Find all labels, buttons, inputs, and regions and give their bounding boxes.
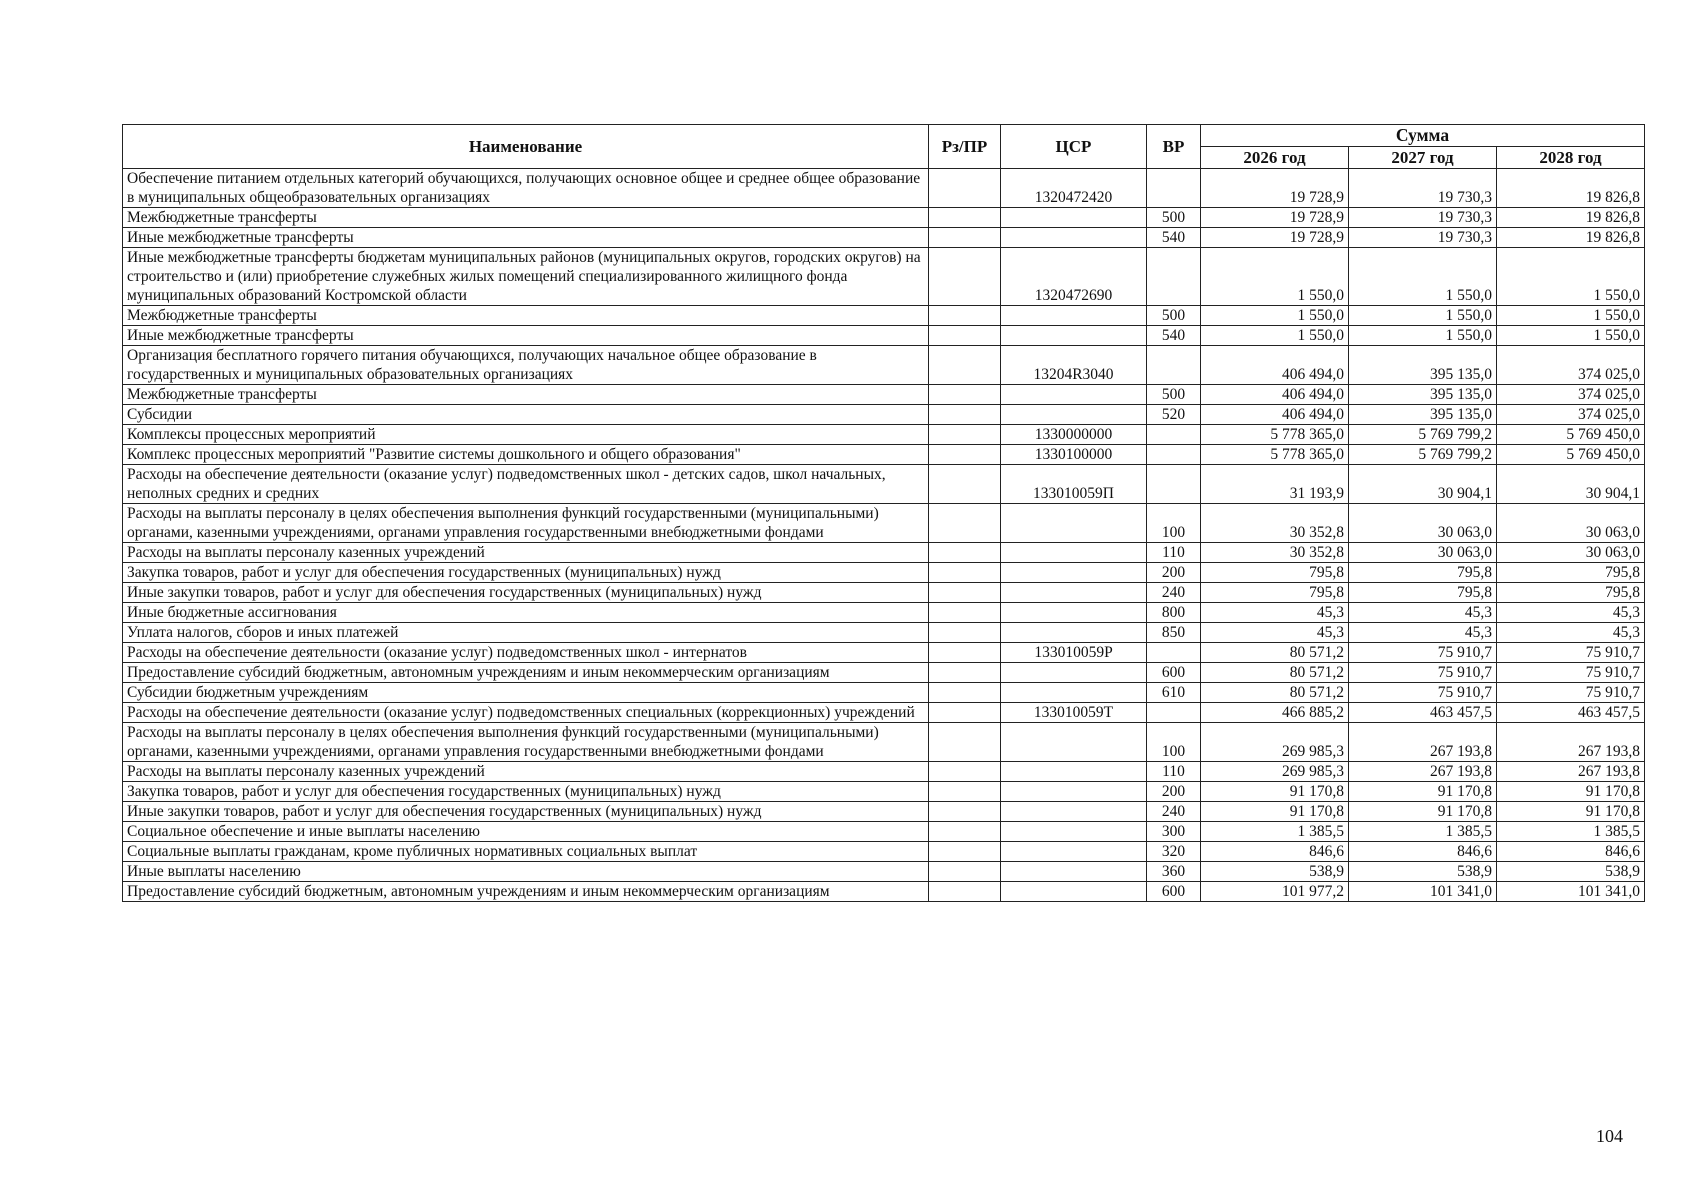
row-vr-cell: 200 (1147, 563, 1201, 583)
row-2026-amount: 406 494,0 (1201, 405, 1349, 425)
row-name-cell: Субсидии бюджетным учреждениям (123, 683, 929, 703)
row-rz-pr-cell (929, 762, 1001, 782)
row-2027-amount: 75 910,7 (1349, 663, 1497, 683)
row-2027-amount: 91 170,8 (1349, 802, 1497, 822)
row-2026-amount: 91 170,8 (1201, 782, 1349, 802)
row-2026-amount: 846,6 (1201, 842, 1349, 862)
row-csr-cell (1001, 306, 1147, 326)
row-2028-amount: 5 769 450,0 (1497, 445, 1645, 465)
table-row (123, 248, 1645, 306)
row-2028-amount: 267 193,8 (1497, 723, 1645, 762)
row-csr-cell: 1330000000 (1001, 425, 1147, 445)
row-2028-amount: 19 826,8 (1497, 208, 1645, 228)
row-2027-amount: 19 730,3 (1349, 228, 1497, 248)
row-2028-amount: 463 457,5 (1497, 703, 1645, 723)
header-csr: ЦСР (1001, 125, 1147, 169)
row-rz-pr-cell (929, 445, 1001, 465)
row-2027-amount: 19 730,3 (1349, 169, 1497, 208)
table-row (123, 882, 1645, 902)
row-2027-amount: 538,9 (1349, 862, 1497, 882)
row-2027-amount: 1 550,0 (1349, 326, 1497, 346)
row-rz-pr-cell (929, 228, 1001, 248)
row-vr-cell (1147, 425, 1201, 445)
row-name-cell: Иные бюджетные ассигнования (123, 603, 929, 623)
row-2026-amount: 1 550,0 (1201, 248, 1349, 306)
table-row (123, 723, 1645, 762)
row-rz-pr-cell (929, 326, 1001, 346)
row-2027-amount: 267 193,8 (1349, 762, 1497, 782)
row-vr-cell: 500 (1147, 385, 1201, 405)
row-name-cell: Иные межбюджетные трансферты (123, 326, 929, 346)
table-row (123, 782, 1645, 802)
row-2026-amount: 31 193,9 (1201, 465, 1349, 504)
row-2026-amount: 406 494,0 (1201, 346, 1349, 385)
table-row (123, 603, 1645, 623)
row-name-cell: Расходы на выплаты персоналу в целях обеспечения выполнения функций государственными (муниципальными) органами, казенными учреждениями, органами управления государственными внебюджетными фондами (123, 504, 929, 543)
row-2027-amount: 19 730,3 (1349, 208, 1497, 228)
row-vr-cell: 110 (1147, 762, 1201, 782)
row-2028-amount: 101 341,0 (1497, 882, 1645, 902)
header-name: Наименование (123, 125, 929, 169)
row-2027-amount: 45,3 (1349, 603, 1497, 623)
row-csr-cell (1001, 623, 1147, 643)
row-rz-pr-cell (929, 862, 1001, 882)
row-rz-pr-cell (929, 643, 1001, 663)
row-2028-amount: 846,6 (1497, 842, 1645, 862)
header-year-2027: 2027 год (1349, 147, 1497, 169)
table-row (123, 643, 1645, 663)
row-vr-cell (1147, 169, 1201, 208)
row-2027-amount: 1 550,0 (1349, 248, 1497, 306)
table-row (123, 563, 1645, 583)
row-2027-amount: 5 769 799,2 (1349, 445, 1497, 465)
row-csr-cell (1001, 683, 1147, 703)
row-2026-amount: 19 728,9 (1201, 228, 1349, 248)
row-2027-amount: 846,6 (1349, 842, 1497, 862)
row-2027-amount: 30 063,0 (1349, 504, 1497, 543)
row-2027-amount: 91 170,8 (1349, 782, 1497, 802)
row-rz-pr-cell (929, 543, 1001, 563)
table-row (123, 623, 1645, 643)
row-csr-cell (1001, 405, 1147, 425)
row-rz-pr-cell (929, 623, 1001, 643)
row-name-cell: Социальное обеспечение и иные выплаты населению (123, 822, 929, 842)
row-rz-pr-cell (929, 603, 1001, 623)
row-csr-cell (1001, 862, 1147, 882)
row-csr-cell (1001, 663, 1147, 683)
row-2028-amount: 267 193,8 (1497, 762, 1645, 782)
table-row (123, 822, 1645, 842)
row-name-cell: Социальные выплаты гражданам, кроме публичных нормативных социальных выплат (123, 842, 929, 862)
row-rz-pr-cell (929, 425, 1001, 445)
row-2026-amount: 795,8 (1201, 583, 1349, 603)
row-name-cell: Расходы на выплаты персоналу казенных учреждений (123, 762, 929, 782)
header-vr: ВР (1147, 125, 1201, 169)
row-2028-amount: 795,8 (1497, 583, 1645, 603)
row-2026-amount: 91 170,8 (1201, 802, 1349, 822)
row-rz-pr-cell (929, 248, 1001, 306)
row-rz-pr-cell (929, 663, 1001, 683)
row-2027-amount: 795,8 (1349, 563, 1497, 583)
row-name-cell: Обеспечение питанием отдельных категорий обучающихся, получающих основное общее и среднее общее образование в муниципальных общеобразовательных организациях (123, 169, 929, 208)
row-vr-cell: 360 (1147, 862, 1201, 882)
row-csr-cell (1001, 385, 1147, 405)
row-2028-amount: 45,3 (1497, 623, 1645, 643)
row-vr-cell (1147, 445, 1201, 465)
row-vr-cell: 600 (1147, 882, 1201, 902)
row-name-cell: Расходы на выплаты персоналу в целях обеспечения выполнения функций государственными (муниципальными) органами, казенными учреждениями, органами управления государственными внебюджетными фондами (123, 723, 929, 762)
table-row (123, 663, 1645, 683)
table-row (123, 326, 1645, 346)
row-vr-cell: 300 (1147, 822, 1201, 842)
row-csr-cell: 133010059Р (1001, 643, 1147, 663)
row-2028-amount: 374 025,0 (1497, 346, 1645, 385)
row-csr-cell: 13204R3040 (1001, 346, 1147, 385)
row-2026-amount: 269 985,3 (1201, 762, 1349, 782)
row-rz-pr-cell (929, 465, 1001, 504)
table-body (123, 169, 1645, 902)
table-row (123, 762, 1645, 782)
row-2027-amount: 5 769 799,2 (1349, 425, 1497, 445)
row-rz-pr-cell (929, 822, 1001, 842)
row-2026-amount: 80 571,2 (1201, 663, 1349, 683)
row-2028-amount: 30 063,0 (1497, 504, 1645, 543)
row-name-cell: Иные выплаты населению (123, 862, 929, 882)
row-2028-amount: 45,3 (1497, 603, 1645, 623)
row-2028-amount: 1 550,0 (1497, 248, 1645, 306)
table-row (123, 583, 1645, 603)
row-vr-cell: 100 (1147, 723, 1201, 762)
row-rz-pr-cell (929, 169, 1001, 208)
row-2028-amount: 75 910,7 (1497, 683, 1645, 703)
row-csr-cell (1001, 504, 1147, 543)
row-name-cell: Иные межбюджетные трансферты (123, 228, 929, 248)
row-rz-pr-cell (929, 346, 1001, 385)
header-year-2026: 2026 год (1201, 147, 1349, 169)
row-2027-amount: 267 193,8 (1349, 723, 1497, 762)
table-row (123, 465, 1645, 504)
row-2026-amount: 1 550,0 (1201, 306, 1349, 326)
table-row (123, 842, 1645, 862)
row-vr-cell (1147, 346, 1201, 385)
row-2026-amount: 80 571,2 (1201, 643, 1349, 663)
row-2028-amount: 30 904,1 (1497, 465, 1645, 504)
row-rz-pr-cell (929, 802, 1001, 822)
table-row (123, 306, 1645, 326)
row-vr-cell: 850 (1147, 623, 1201, 643)
row-name-cell: Расходы на выплаты персоналу казенных учреждений (123, 543, 929, 563)
row-rz-pr-cell (929, 683, 1001, 703)
row-csr-cell (1001, 563, 1147, 583)
row-2026-amount: 406 494,0 (1201, 385, 1349, 405)
row-name-cell: Иные межбюджетные трансферты бюджетам муниципальных районов (муниципальных округов, городских округов) на строительство и (или) приобретение служебных жилых помещений специализированного жилищного фонда муниципальных образований Костромской области (123, 248, 929, 306)
row-csr-cell (1001, 208, 1147, 228)
row-rz-pr-cell (929, 208, 1001, 228)
row-name-cell: Расходы на обеспечение деятельности (оказание услуг) подведомственных школ - детских садов, школ начальных, неполных средних и средних (123, 465, 929, 504)
row-csr-cell: 1320472690 (1001, 248, 1147, 306)
row-2028-amount: 1 550,0 (1497, 326, 1645, 346)
row-name-cell: Иные закупки товаров, работ и услуг для обеспечения государственных (муниципальных) нужд (123, 802, 929, 822)
row-name-cell: Субсидии (123, 405, 929, 425)
row-rz-pr-cell (929, 405, 1001, 425)
row-2028-amount: 1 385,5 (1497, 822, 1645, 842)
row-vr-cell: 540 (1147, 228, 1201, 248)
row-2026-amount: 538,9 (1201, 862, 1349, 882)
table-row (123, 385, 1645, 405)
row-csr-cell (1001, 326, 1147, 346)
row-2026-amount: 466 885,2 (1201, 703, 1349, 723)
table-row (123, 504, 1645, 543)
row-name-cell: Расходы на обеспечение деятельности (оказание услуг) подведомственных школ - интернатов (123, 643, 929, 663)
row-vr-cell: 320 (1147, 842, 1201, 862)
row-2027-amount: 75 910,7 (1349, 643, 1497, 663)
table-row (123, 169, 1645, 208)
row-2028-amount: 374 025,0 (1497, 385, 1645, 405)
row-2028-amount: 374 025,0 (1497, 405, 1645, 425)
row-name-cell: Межбюджетные трансферты (123, 306, 929, 326)
row-name-cell: Предоставление субсидий бюджетным, автономным учреждениям и иным некоммерческим организациям (123, 663, 929, 683)
row-2026-amount: 1 550,0 (1201, 326, 1349, 346)
row-name-cell: Предоставление субсидий бюджетным, автономным учреждениям и иным некоммерческим организациям (123, 882, 929, 902)
row-vr-cell (1147, 703, 1201, 723)
row-rz-pr-cell (929, 703, 1001, 723)
row-rz-pr-cell (929, 782, 1001, 802)
row-2028-amount: 1 550,0 (1497, 306, 1645, 326)
row-vr-cell: 110 (1147, 543, 1201, 563)
row-vr-cell (1147, 465, 1201, 504)
row-name-cell: Расходы на обеспечение деятельности (оказание услуг) подведомственных специальных (коррекционных) учреждений (123, 703, 929, 723)
row-name-cell: Иные закупки товаров, работ и услуг для обеспечения государственных (муниципальных) нужд (123, 583, 929, 603)
row-2026-amount: 101 977,2 (1201, 882, 1349, 902)
row-csr-cell (1001, 782, 1147, 802)
header-rz-pr: Рз/ПР (929, 125, 1001, 169)
row-csr-cell (1001, 882, 1147, 902)
row-vr-cell: 540 (1147, 326, 1201, 346)
row-2027-amount: 101 341,0 (1349, 882, 1497, 902)
row-csr-cell (1001, 543, 1147, 563)
row-csr-cell (1001, 802, 1147, 822)
row-rz-pr-cell (929, 842, 1001, 862)
row-2027-amount: 30 063,0 (1349, 543, 1497, 563)
row-2026-amount: 1 385,5 (1201, 822, 1349, 842)
row-csr-cell (1001, 603, 1147, 623)
row-name-cell: Межбюджетные трансферты (123, 208, 929, 228)
table-row (123, 445, 1645, 465)
row-2028-amount: 19 826,8 (1497, 228, 1645, 248)
row-2028-amount: 75 910,7 (1497, 663, 1645, 683)
row-2027-amount: 75 910,7 (1349, 683, 1497, 703)
row-2026-amount: 795,8 (1201, 563, 1349, 583)
table-row (123, 208, 1645, 228)
row-csr-cell (1001, 228, 1147, 248)
header-year-2028: 2028 год (1497, 147, 1645, 169)
row-vr-cell: 200 (1147, 782, 1201, 802)
row-2027-amount: 395 135,0 (1349, 385, 1497, 405)
row-csr-cell: 133010059П (1001, 465, 1147, 504)
row-csr-cell: 133010059Т (1001, 703, 1147, 723)
table-header (123, 125, 1645, 169)
budget-table (122, 124, 1645, 902)
row-csr-cell (1001, 842, 1147, 862)
row-rz-pr-cell (929, 583, 1001, 603)
table-row (123, 405, 1645, 425)
row-2027-amount: 395 135,0 (1349, 405, 1497, 425)
row-2027-amount: 45,3 (1349, 623, 1497, 643)
row-rz-pr-cell (929, 882, 1001, 902)
row-rz-pr-cell (929, 306, 1001, 326)
row-vr-cell: 240 (1147, 583, 1201, 603)
row-2028-amount: 5 769 450,0 (1497, 425, 1645, 445)
row-vr-cell (1147, 248, 1201, 306)
row-name-cell: Комплекс процессных мероприятий "Развитие системы дошкольного и общего образования" (123, 445, 929, 465)
row-2028-amount: 91 170,8 (1497, 802, 1645, 822)
header-sum: Сумма (1201, 125, 1645, 147)
row-2026-amount: 30 352,8 (1201, 504, 1349, 543)
row-2026-amount: 19 728,9 (1201, 169, 1349, 208)
page-number: 104 (1596, 1126, 1623, 1146)
row-2027-amount: 1 550,0 (1349, 306, 1497, 326)
row-2028-amount: 30 063,0 (1497, 543, 1645, 563)
table-row (123, 346, 1645, 385)
row-vr-cell (1147, 643, 1201, 663)
row-2027-amount: 395 135,0 (1349, 346, 1497, 385)
table-row (123, 543, 1645, 563)
row-name-cell: Закупка товаров, работ и услуг для обеспечения государственных (муниципальных) нужд (123, 782, 929, 802)
row-name-cell: Межбюджетные трансферты (123, 385, 929, 405)
table-row (123, 683, 1645, 703)
row-name-cell: Уплата налогов, сборов и иных платежей (123, 623, 929, 643)
row-2027-amount: 795,8 (1349, 583, 1497, 603)
row-2026-amount: 5 778 365,0 (1201, 445, 1349, 465)
table-row (123, 802, 1645, 822)
row-vr-cell: 520 (1147, 405, 1201, 425)
row-rz-pr-cell (929, 563, 1001, 583)
row-2028-amount: 75 910,7 (1497, 643, 1645, 663)
row-2026-amount: 45,3 (1201, 603, 1349, 623)
row-vr-cell: 600 (1147, 663, 1201, 683)
row-2028-amount: 795,8 (1497, 563, 1645, 583)
row-vr-cell: 240 (1147, 802, 1201, 822)
row-2028-amount: 91 170,8 (1497, 782, 1645, 802)
row-vr-cell: 500 (1147, 208, 1201, 228)
table-row (123, 703, 1645, 723)
row-2028-amount: 19 826,8 (1497, 169, 1645, 208)
row-2026-amount: 45,3 (1201, 623, 1349, 643)
row-rz-pr-cell (929, 385, 1001, 405)
row-csr-cell (1001, 822, 1147, 842)
row-name-cell: Закупка товаров, работ и услуг для обеспечения государственных (муниципальных) нужд (123, 563, 929, 583)
row-2027-amount: 30 904,1 (1349, 465, 1497, 504)
row-csr-cell (1001, 762, 1147, 782)
row-csr-cell (1001, 723, 1147, 762)
row-vr-cell: 610 (1147, 683, 1201, 703)
row-csr-cell: 1330100000 (1001, 445, 1147, 465)
table-row (123, 425, 1645, 445)
row-name-cell: Организация бесплатного горячего питания обучающихся, получающих начальное общее образование в государственных и муниципальных образовательных организациях (123, 346, 929, 385)
row-2027-amount: 1 385,5 (1349, 822, 1497, 842)
row-2026-amount: 269 985,3 (1201, 723, 1349, 762)
row-csr-cell (1001, 583, 1147, 603)
table-row (123, 228, 1645, 248)
row-2026-amount: 80 571,2 (1201, 683, 1349, 703)
row-vr-cell: 100 (1147, 504, 1201, 543)
row-name-cell: Комплексы процессных мероприятий (123, 425, 929, 445)
table-row (123, 862, 1645, 882)
row-rz-pr-cell (929, 723, 1001, 762)
row-rz-pr-cell (929, 504, 1001, 543)
row-2027-amount: 463 457,5 (1349, 703, 1497, 723)
row-vr-cell: 800 (1147, 603, 1201, 623)
row-vr-cell: 500 (1147, 306, 1201, 326)
row-2026-amount: 5 778 365,0 (1201, 425, 1349, 445)
row-2026-amount: 30 352,8 (1201, 543, 1349, 563)
row-2028-amount: 538,9 (1497, 862, 1645, 882)
row-2026-amount: 19 728,9 (1201, 208, 1349, 228)
row-csr-cell: 1320472420 (1001, 169, 1147, 208)
